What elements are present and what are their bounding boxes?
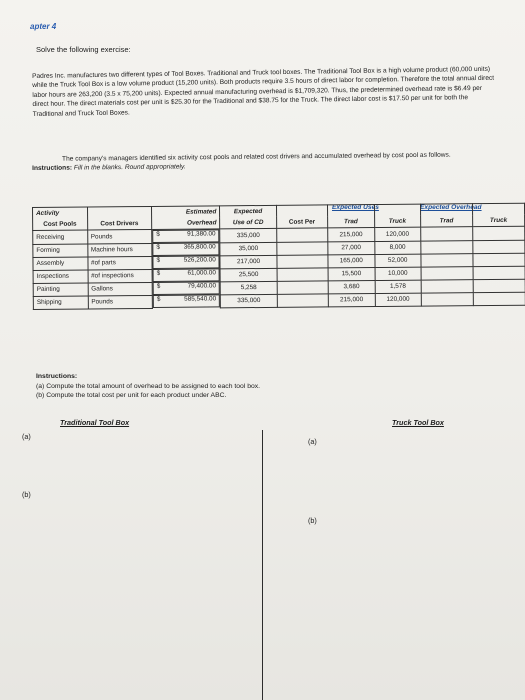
- overhead-value: 585,540.00: [184, 295, 217, 303]
- traditional-a-label: (a): [22, 432, 31, 441]
- expected-use-cell: 217,000: [220, 255, 276, 268]
- cost-per-cell: [277, 254, 328, 267]
- trad-overhead-cell: [421, 227, 473, 241]
- truck-tool-box-title: Truck Tool Box: [392, 418, 444, 427]
- cost-per-cell: [277, 280, 328, 293]
- cost-per-cell: [277, 267, 328, 280]
- cost-pool-cell: Assembly: [33, 257, 88, 270]
- expected-uses-heading: Expected Uses: [332, 204, 379, 211]
- problem-paragraph: Padres Inc. manufactures two different types of Tool Boxes. Traditional and Truck tool boxes. The Traditional Tool Box is a high volume product (60,000 units) while the Truck Tool Box is a low volume product (15,200 units). Both products require 3.5 hours of direct labor for completion. Therefore the total annual direct labor hours are 263,200 (3.5 x 75,200 units). Expected annual manufacturing overhead is $1,709,320. Thus, the predetermined overhead rate is $6.49 per direct hour. The direct materials cost per unit is $25.30 for the Traditional and $38.75 for the Truck. The direct labor cost is $17.50 per unit for both the Traditional and Truck Tool Boxes.: [32, 65, 495, 118]
- cost-driver-cell: Gallons: [88, 282, 153, 296]
- header-cost-drivers: Cost Drivers: [87, 218, 152, 230]
- cost-driver-cell: Pounds: [87, 229, 152, 243]
- cost-driver-cell: Pounds: [88, 295, 153, 309]
- trad-overhead-cell: [421, 292, 473, 305]
- truck-overhead-cell: [473, 266, 525, 279]
- trad-uses-cell: 215,000: [328, 293, 375, 306]
- truck-overhead-cell: [473, 279, 525, 292]
- overhead-value: 526,200.00: [183, 256, 216, 264]
- expected-use-cell: 335,000: [221, 294, 277, 307]
- header-trad-overhead: Trad: [421, 215, 473, 227]
- truck-b-label: (b): [308, 516, 317, 525]
- cost-per-cell: [277, 293, 328, 306]
- header-activity: Activity: [33, 207, 88, 219]
- currency-symbol: $: [156, 282, 161, 290]
- instruction-b: (b) Compute the total cost per unit for each product under ABC.: [36, 392, 227, 399]
- trad-uses-cell: 27,000: [328, 241, 375, 254]
- column-divider: [262, 430, 263, 700]
- activity-cost-table: [32, 203, 525, 310]
- expected-use-cell: 5,258: [220, 281, 276, 294]
- truck-uses-cell: 120,000: [375, 293, 422, 306]
- trad-overhead-cell: [421, 253, 473, 266]
- trad-overhead-cell: [421, 266, 473, 279]
- traditional-b-label: (b): [22, 490, 31, 499]
- currency-symbol: $: [156, 269, 161, 277]
- overhead-value: 79,400.00: [187, 282, 217, 290]
- table-body: [33, 226, 525, 309]
- currency-symbol: $: [156, 295, 161, 303]
- overhead-cell: [153, 294, 220, 308]
- overhead-value: 61,000.00: [187, 269, 216, 277]
- truck-overhead-cell: [473, 292, 525, 305]
- currency-symbol: $: [156, 243, 160, 251]
- cost-pool-cell: Shipping: [33, 296, 88, 309]
- truck-uses-cell: 1,578: [375, 280, 422, 293]
- header-cost-pools: Cost Pools: [33, 219, 88, 231]
- header-truck-overhead: Truck: [472, 215, 524, 227]
- cost-driver-cell: #of inspections: [88, 269, 153, 283]
- overhead-value: 91,380.00: [187, 230, 216, 238]
- cost-pool-cell: Receiving: [33, 230, 88, 244]
- trad-uses-cell: 3,680: [328, 280, 375, 293]
- instructions-text: Fill in the blanks. Round appropriately.: [73, 162, 186, 172]
- header-overhead: Overhead: [152, 217, 220, 229]
- expected-use-cell: 335,000: [220, 228, 276, 242]
- overhead-cell: [153, 268, 220, 282]
- truck-uses-cell: 8,000: [374, 241, 421, 254]
- overhead-cell: [152, 242, 219, 256]
- header-estimated: Estimated: [151, 206, 219, 218]
- chapter-heading: apter 4: [30, 22, 57, 31]
- expected-use-cell: 25,500: [220, 268, 276, 281]
- instructions-paragraph: [32, 151, 502, 173]
- overhead-value: 365,800.00: [183, 243, 216, 251]
- cost-driver-cell: Machine hours: [87, 243, 152, 257]
- truck-uses-cell: 10,000: [375, 267, 422, 280]
- cost-per-cell: [277, 241, 328, 254]
- exercise-prompt: Solve the following exercise:: [36, 45, 131, 54]
- expected-overhead-heading: Expected Overhead: [420, 204, 482, 211]
- trad-uses-cell: 215,000: [328, 228, 375, 242]
- expected-use-cell: 35,000: [220, 242, 276, 255]
- truck-uses-cell: 52,000: [374, 254, 421, 267]
- header-cost-per: Cost Per: [276, 216, 327, 228]
- currency-symbol: $: [156, 256, 161, 264]
- overhead-cell: [153, 281, 220, 295]
- header-trad-uses: Trad: [328, 216, 375, 228]
- cost-pool-cell: Painting: [33, 283, 88, 296]
- trad-uses-cell: 165,000: [328, 254, 375, 267]
- cost-per-cell: [276, 228, 327, 242]
- instructions-block: [36, 372, 260, 401]
- header-truck-uses: Truck: [374, 216, 421, 228]
- truck-overhead-cell: [473, 226, 525, 240]
- instructions-2-label: Instructions:: [36, 373, 78, 380]
- cost-pool-intro: The company's managers identified six activity cost pools and related cost drivers and accumulated overhead by cost pool as follows.: [61, 151, 451, 163]
- cost-driver-cell: #of parts: [87, 256, 152, 270]
- trad-overhead-cell: [421, 279, 473, 292]
- traditional-tool-box-title: Traditional Tool Box: [60, 418, 130, 427]
- currency-symbol: $: [156, 230, 160, 238]
- cost-pool-cell: Inspections: [33, 270, 88, 283]
- header-use-of-cd: Use of CD: [220, 217, 276, 229]
- overhead-cell: [152, 229, 219, 243]
- instruction-a: (a) Compute the total amount of overhead to be assigned to each tool box.: [36, 382, 261, 390]
- header-expected: Expected: [220, 205, 276, 217]
- instructions-label: Instructions:: [32, 164, 73, 172]
- trad-uses-cell: 15,500: [328, 267, 375, 280]
- truck-a-label: (a): [308, 437, 317, 446]
- overhead-cell: [152, 255, 219, 269]
- cost-pool-cell: Forming: [33, 244, 88, 257]
- truck-overhead-cell: [473, 240, 525, 253]
- truck-uses-cell: 120,000: [374, 227, 421, 241]
- truck-overhead-cell: [473, 253, 525, 266]
- trad-overhead-cell: [421, 240, 473, 253]
